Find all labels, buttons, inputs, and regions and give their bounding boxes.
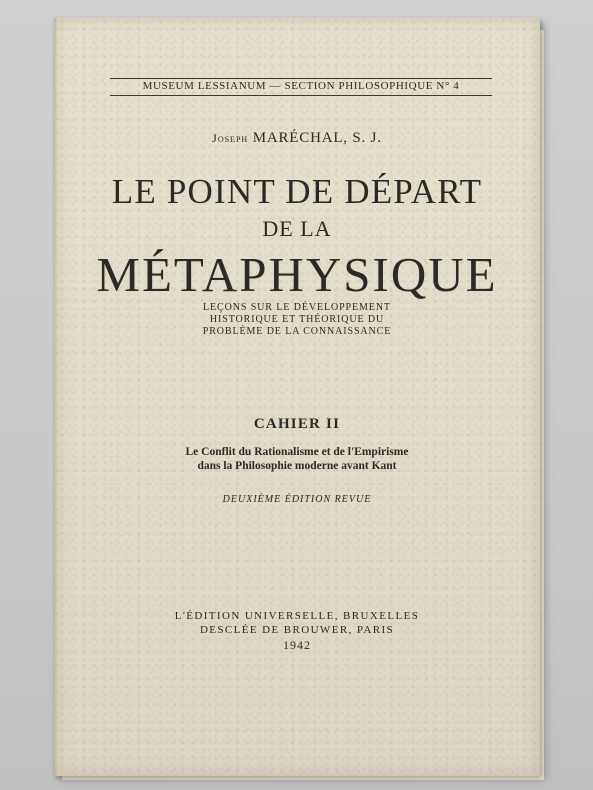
title-line-1: LE POINT DE DÉPART — [111, 172, 483, 211]
title-line-2: DE LA — [262, 216, 332, 241]
cahier-heading: CAHIER II — [253, 416, 341, 432]
book-cover — [54, 18, 540, 776]
subtitle-line: PROBLÈME DE LA CONNAISSANCE — [202, 326, 392, 337]
publication-year: 1942 — [283, 638, 311, 652]
author-prefix: Joseph — [212, 131, 249, 145]
series-rule-bottom — [110, 95, 492, 96]
description-line: Le Conflit du Rationalisme et de l'Empirisme — [185, 446, 409, 458]
description-line: dans la Philosophie moderne avant Kant — [197, 460, 397, 472]
series-label: MUSEUM LESSIANUM — SECTION PHILOSOPHIQUE N° 4 — [142, 80, 460, 92]
publisher-line: DESCLÉE DE BROUWER, PARIS — [199, 624, 395, 636]
title-line-3: MÉTAPHYSIQUE — [96, 247, 498, 302]
subtitle-line: LEÇONS SUR LE DÉVELOPPEMENT — [203, 302, 391, 313]
author-name: MARÉCHAL, S. J. — [252, 130, 382, 146]
series-rule-top — [110, 78, 492, 79]
subtitle-line: HISTORIQUE ET THÉORIQUE DU — [209, 314, 385, 325]
publisher-line: L'ÉDITION UNIVERSELLE, BRUXELLES — [174, 610, 420, 622]
edition-note: DEUXIÈME ÉDITION REVUE — [222, 494, 372, 505]
author — [54, 130, 540, 147]
